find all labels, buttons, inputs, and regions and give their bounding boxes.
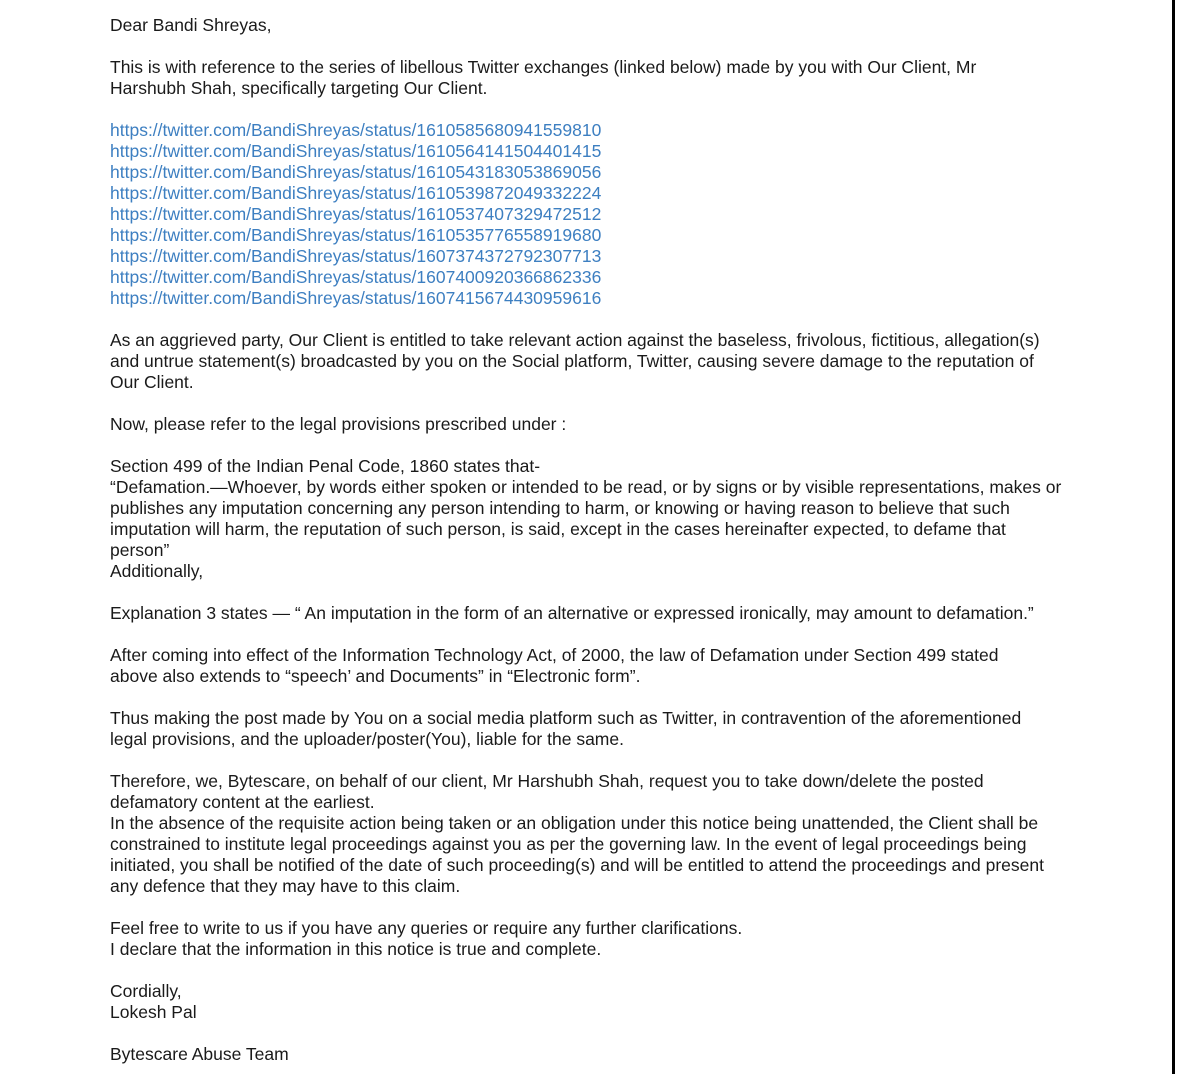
aggrieved-paragraph — [110, 330, 1110, 393]
closing-line: I declare that the information in this notice is true and complete. — [110, 939, 602, 959]
tweet-link[interactable]: https://twitter.com/BandiShreyas/status/1607374372792307713 — [110, 246, 602, 266]
page-margin — [1175, 0, 1200, 1074]
additionally-line: Additionally, — [110, 561, 204, 581]
thus-line: Thus making the post made by You on a social media platform such as Twitter, in contravention of the aforementioned — [110, 708, 1022, 728]
therefore-line: In the absence of the requisite action being taken or an obligation under this notice being unattended, the Client shall be — [110, 813, 1039, 833]
team-signature — [110, 1044, 1110, 1065]
it-act-paragraph — [110, 645, 1110, 687]
tweet-link[interactable]: https://twitter.com/BandiShreyas/status/1610537407329472512 — [110, 204, 602, 224]
thus-paragraph — [110, 708, 1110, 750]
tweet-link[interactable]: https://twitter.com/BandiShreyas/status/1610585680941559810 — [110, 120, 602, 140]
refer-line: Now, please refer to the legal provisions prescribed under : — [110, 414, 567, 434]
tweet-link[interactable]: https://twitter.com/BandiShreyas/status/1610539872049332224 — [110, 183, 602, 203]
section-quote-line: publishes any imputation concerning any person intending to harm, or knowing or having reason to believe that such — [110, 498, 1010, 518]
signoff-line: Cordially, — [110, 981, 182, 1001]
section-quote-line: imputation will harm, the reputation of such person, is said, except in the cases hereinafter expected, to defame that — [110, 519, 1006, 539]
salutation — [110, 15, 1110, 36]
intro-line: This is with reference to the series of libellous Twitter exchanges (linked below) made by you with Our Client, Mr — [110, 57, 977, 77]
tweet-link[interactable]: https://twitter.com/BandiShreyas/status/1607400920366862336 — [110, 267, 602, 287]
therefore-line: any defence that they may have to this claim. — [110, 876, 461, 896]
therefore-paragraph — [110, 771, 1110, 897]
aggrieved-line: As an aggrieved party, Our Client is entitled to take relevant action against the baseless, frivolous, fictitious, allegation(s) — [110, 330, 1040, 350]
aggrieved-line: Our Client. — [110, 372, 194, 392]
intro-line: Harshubh Shah, specifically targeting Our Client. — [110, 78, 488, 98]
therefore-line: Therefore, we, Bytescare, on behalf of our client, Mr Harshubh Shah, request you to take down/delete the posted — [110, 771, 984, 791]
it-act-line: After coming into effect of the Information Technology Act, of 2000, the law of Defamation under Section 499 stated — [110, 645, 999, 665]
it-act-line: above also extends to “speech’ and Documents” in “Electronic form”. — [110, 666, 641, 686]
closing-line: Feel free to write to us if you have any queries or require any further clarifications. — [110, 918, 743, 938]
aggrieved-line: and untrue statement(s) broadcasted by you on the Social platform, Twitter, causing severe damage to the reputation of — [110, 351, 1034, 371]
signer-name: Lokesh Pal — [110, 1002, 197, 1022]
team-name: Bytescare Abuse Team — [110, 1044, 289, 1064]
signoff — [110, 981, 1110, 1023]
tweet-link[interactable]: https://twitter.com/BandiShreyas/status/1610535776558919680 — [110, 225, 602, 245]
letter-body — [110, 15, 1110, 1065]
explanation-line: Explanation 3 states — “ An imputation in the form of an alternative or expressed ironically, may amount to defamation.” — [110, 603, 1034, 623]
explanation-paragraph — [110, 603, 1110, 624]
therefore-line: initiated, you shall be notified of the date of such proceeding(s) and will be entitled to attend the proceedings and present — [110, 855, 1044, 875]
tweet-link[interactable]: https://twitter.com/BandiShreyas/status/1610564141504401415 — [110, 141, 602, 161]
therefore-line: defamatory content at the earliest. — [110, 792, 375, 812]
section-quote-line: “Defamation.—Whoever, by words either spoken or intended to be read, or by signs or by visible representations, makes or — [110, 477, 1062, 497]
tweet-link[interactable]: https://twitter.com/BandiShreyas/status/1610543183053869056 — [110, 162, 602, 182]
section-499-paragraph — [110, 456, 1110, 582]
therefore-line: constrained to institute legal proceedings against you as per the governing law. In the event of legal proceedings being — [110, 834, 1027, 854]
tweet-link[interactable]: https://twitter.com/BandiShreyas/status/1607415674430959616 — [110, 288, 602, 308]
salutation-line: Dear Bandi Shreyas, — [110, 15, 272, 35]
intro-paragraph — [110, 57, 1110, 99]
thus-line: legal provisions, and the uploader/poster(You), liable for the same. — [110, 729, 624, 749]
section-quote-line: person” — [110, 540, 170, 560]
tweet-link-list — [110, 120, 1110, 309]
refer-paragraph — [110, 414, 1110, 435]
closing-paragraph — [110, 918, 1110, 960]
section-line: Section 499 of the Indian Penal Code, 1860 states that- — [110, 456, 541, 476]
